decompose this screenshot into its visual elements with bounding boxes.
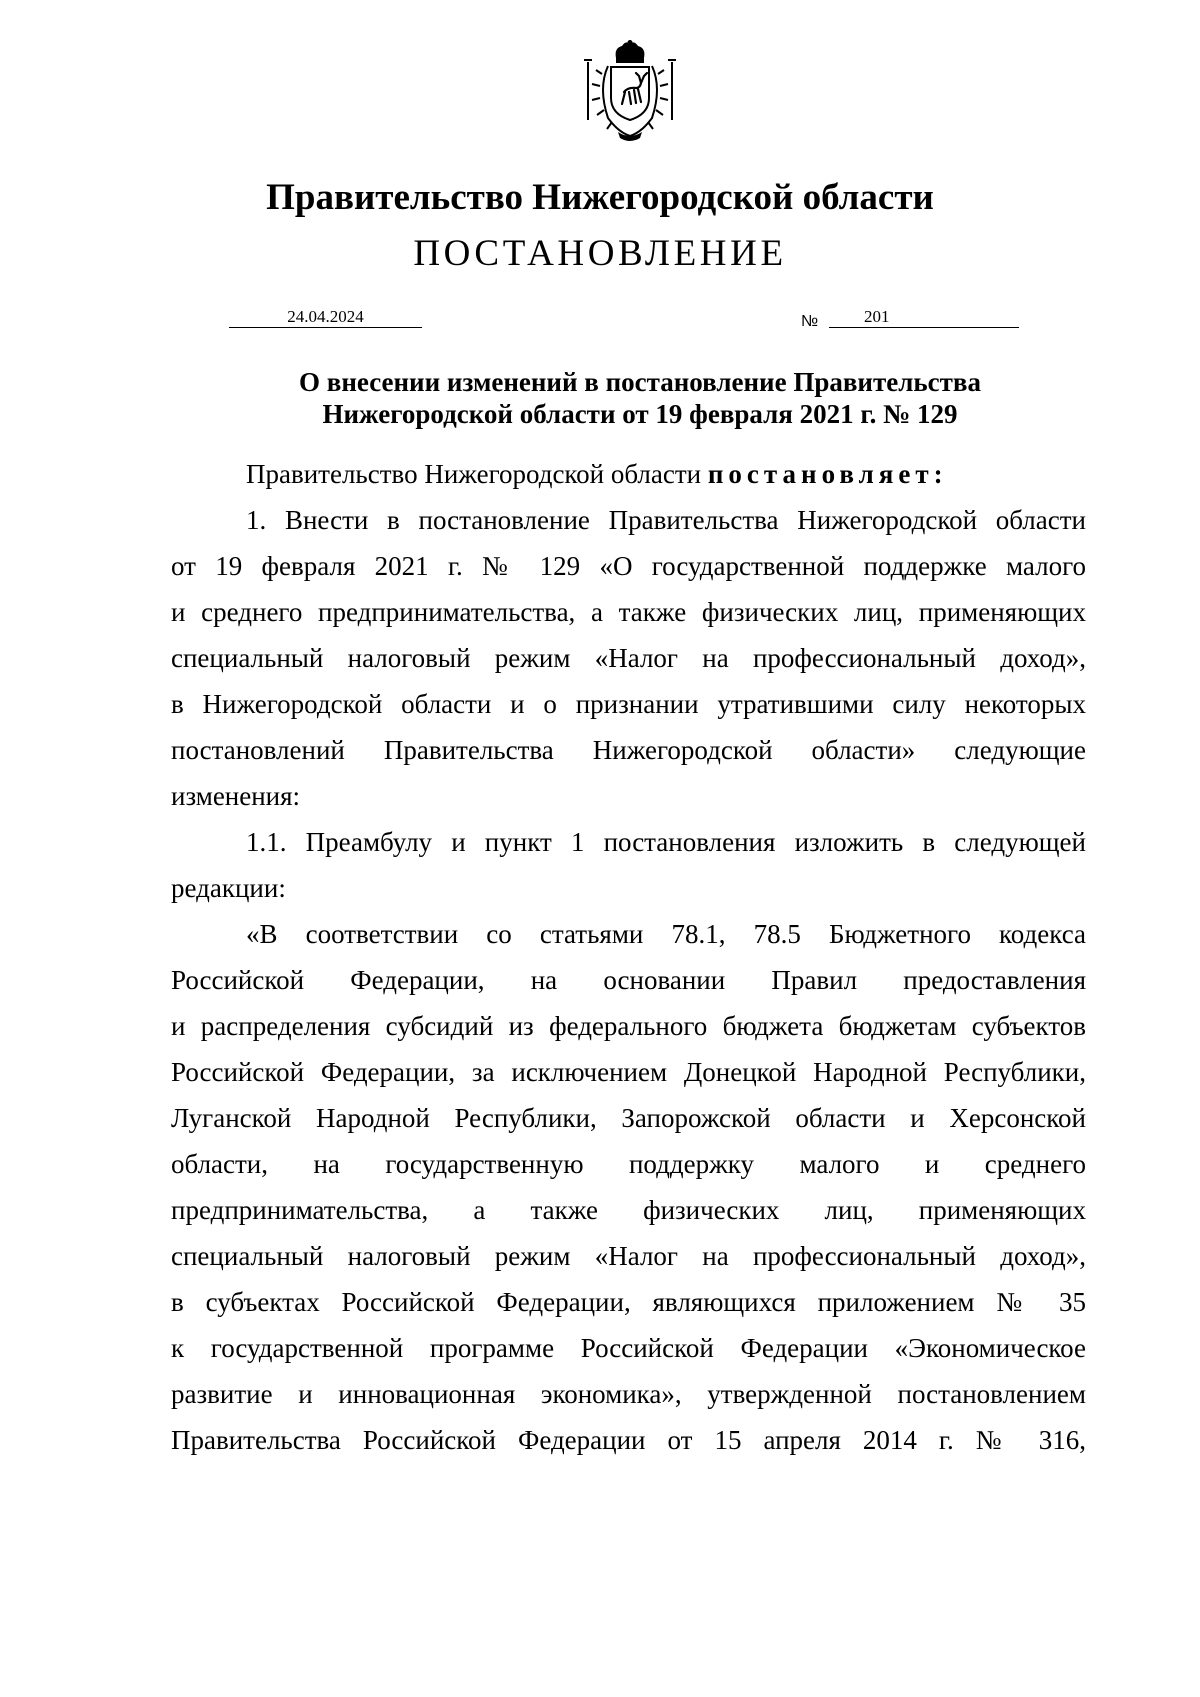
- subject-line: Нижегородской области от 19 февраля 2021 г. № 129: [322, 399, 958, 429]
- body-line: развитие и инновационная экономика», утвержденной постановлением: [171, 1379, 1086, 1409]
- coat-of-arms-emblem: [578, 40, 682, 145]
- intro-verb: постановляет:: [707, 459, 948, 489]
- body-line: специальный налоговый режим «Налог на профессиональный доход»,: [171, 1241, 1086, 1271]
- document-type: ПОСТАНОВЛЕНИЕ: [413, 233, 787, 274]
- body-line: изменения:: [171, 781, 301, 811]
- body-line: в Нижегородской области и о признании утратившими силу некоторых: [171, 689, 1086, 719]
- body-line: 1. Внести в постановление Правительства Нижегородской области: [246, 505, 1086, 535]
- body-line: 1.1. Преамбулу и пункт 1 постановления изложить в следующей: [246, 827, 1086, 857]
- body-line: специальный налоговый режим «Налог на профессиональный доход»,: [171, 643, 1086, 673]
- body-line: области, на государственную поддержку малого и среднего: [171, 1149, 1086, 1179]
- intro-prefix: Правительство Нижегородской области: [246, 459, 702, 489]
- subject-line: О внесении изменений в постановление Правительства: [299, 367, 981, 397]
- organization-title: Правительство Нижегородской области: [266, 177, 934, 218]
- body-line: редакции:: [171, 873, 286, 903]
- body-line: к государственной программе Российской Федерации «Экономическое: [171, 1333, 1086, 1363]
- body-line: в субъектах Российской Федерации, являющихся приложением № 35: [171, 1287, 1086, 1317]
- body-line: Луганской Народной Республики, Запорожской области и Херсонской: [171, 1103, 1086, 1133]
- body-line: Правительства Российской Федерации от 15 апреля 2014 г. № 316,: [171, 1425, 1086, 1455]
- number-label: №: [801, 313, 819, 330]
- intro-line: [171, 456, 1086, 492]
- document-number-field: [829, 307, 1019, 328]
- document-date: 24.04.2024: [229, 307, 422, 328]
- body-line: от 19 февраля 2021 г. № 129 «О государственной поддержке малого: [171, 551, 1086, 581]
- body-line: «В соответствии со статьями 78.1, 78.5 Бюджетного кодекса: [246, 919, 1086, 949]
- body-line: предпринимательства, а также физических лиц, применяющих: [171, 1195, 1086, 1225]
- body-line: Российской Федерации, на основании Правил предоставления: [171, 965, 1086, 995]
- body-line: и среднего предпринимательства, а также физических лиц, применяющих: [171, 597, 1086, 627]
- document-number: 201: [864, 307, 890, 326]
- body-line: Российской Федерации, за исключением Донецкой Народной Республики,: [171, 1057, 1086, 1087]
- body-line: и распределения субсидий из федерального бюджета бюджетам субъектов: [171, 1011, 1086, 1041]
- body-line: постановлений Правительства Нижегородской области» следующие: [171, 735, 1086, 765]
